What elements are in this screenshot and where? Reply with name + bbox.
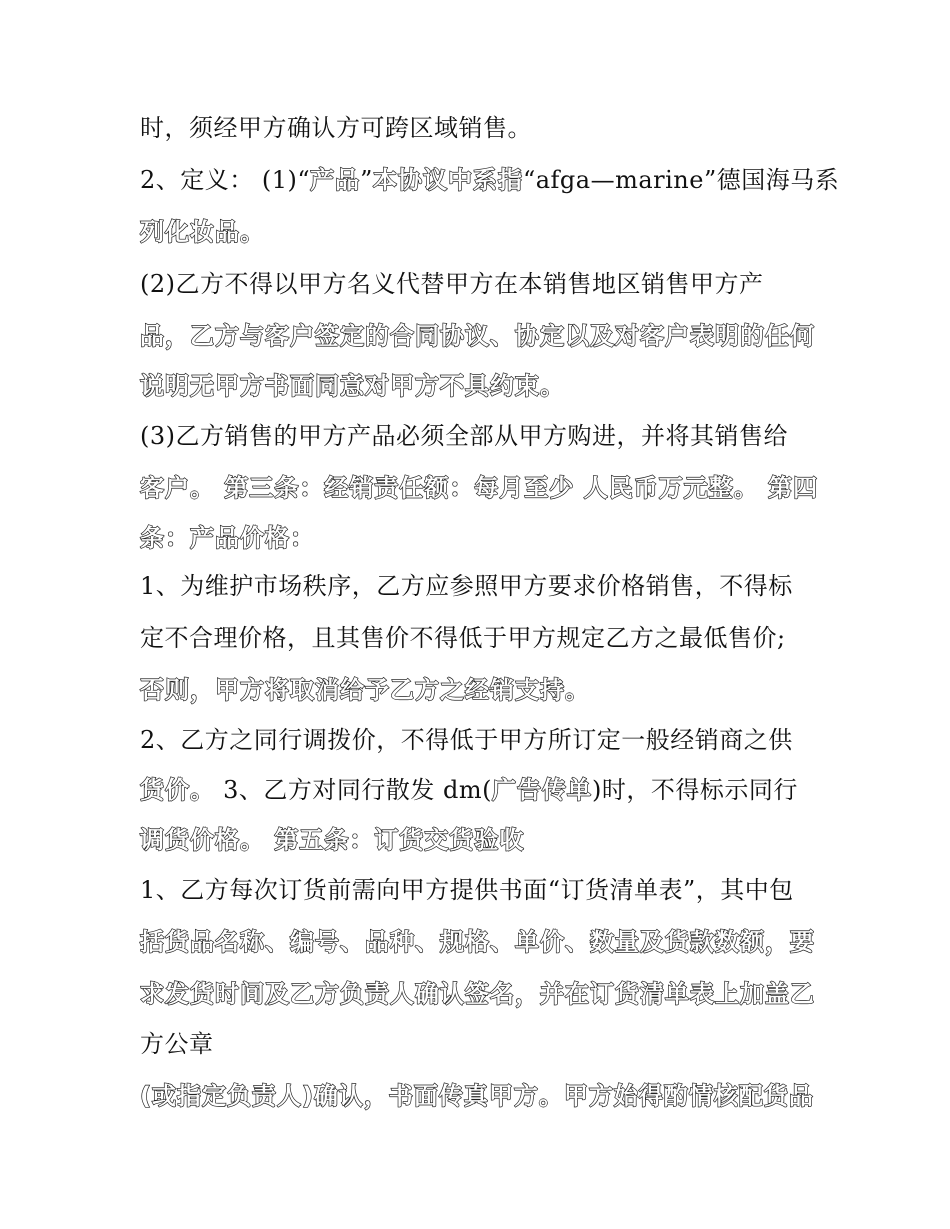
- outlined-text-segment: 产品: [310, 166, 361, 194]
- text-line: [140, 618, 786, 658]
- text-line: [140, 366, 565, 406]
- text-line: [140, 108, 532, 148]
- outlined-text-segment: 或指定负责人: [151, 1082, 302, 1110]
- text-line: [140, 316, 815, 356]
- text-segment: 3、乙方对同行散发 dm(: [215, 776, 493, 804]
- outlined-text-segment: 否则，甲方将取消给予乙方之经销支持。: [140, 676, 590, 704]
- text-segment: ”: [360, 166, 373, 194]
- outlined-text-segment: 括货品名称、编号、品种、规格、单价、数量及货款数额，要: [140, 928, 815, 956]
- text-line: [140, 820, 524, 860]
- text-segment: “afga—marine”德国海马系: [522, 166, 840, 194]
- outlined-text-segment: (: [140, 1082, 152, 1110]
- outlined-text-segment: 本协议中系指: [372, 166, 523, 194]
- outlined-text-segment: 列化妆品。: [140, 218, 265, 246]
- text-segment: 2、定义： (1)“: [140, 166, 311, 194]
- text-segment: 方公章: [140, 1030, 214, 1058]
- outlined-text-segment: 求发货时间及乙方负责人确认签名，并在订货清单表上加盖乙: [140, 980, 815, 1008]
- text-line: [140, 566, 793, 606]
- outlined-text-segment: 客户。 第三条：经销责任额：每月至少 人民币万元整。 第四: [140, 474, 819, 502]
- text-segment: 定不合理价格，且其售价不得低于甲方规定乙方之最低售价;: [140, 624, 786, 652]
- text-line: [140, 1076, 814, 1116]
- text-segment: 时，须经甲方确认方可跨区域销售。: [140, 114, 532, 142]
- text-line: [140, 870, 794, 910]
- text-segment: 2、乙方之同行调拨价，不得低于甲方所订定一般经销商之供: [140, 726, 793, 754]
- outlined-text-segment: 货价。: [140, 776, 215, 804]
- text-segment: 1、为维护市场秩序，乙方应参照甲方要求价格销售，不得标: [140, 572, 793, 600]
- outlined-text-segment: 品，乙方与客户签定的合同协议、协定以及对客户表明的任何: [140, 322, 815, 350]
- text-line: [140, 974, 815, 1014]
- outlined-text-segment: 说明无甲方书面同意对甲方不具约束。: [140, 372, 565, 400]
- text-segment: )时，不得标示同行: [592, 776, 798, 804]
- text-line: [140, 670, 590, 710]
- outlined-text-segment: 广告传单: [492, 776, 593, 804]
- text-line: [140, 922, 815, 962]
- outlined-text-segment: )确认，书面传真甲方。甲方始得酌情核配货品: [301, 1082, 814, 1110]
- text-line: [140, 770, 798, 810]
- text-line: [140, 720, 793, 760]
- text-line: [140, 1024, 214, 1064]
- text-line: [140, 160, 839, 200]
- outlined-text-segment: 条：产品价格：: [140, 524, 315, 552]
- outlined-text-segment: 调货价格。 第五条：订货交货验收: [140, 826, 525, 854]
- text-line: [140, 264, 764, 304]
- text-segment: 1、乙方每次订货前需向甲方提供书面“订货清单表”，其中包: [140, 876, 794, 904]
- text-segment: (3)乙方销售的甲方产品必须全部从甲方购进，并将其销售给: [140, 422, 788, 450]
- text-line: [140, 212, 265, 252]
- text-line: [140, 416, 788, 456]
- text-line: [140, 468, 818, 508]
- text-segment: (2)乙方不得以甲方名义代替甲方在本销售地区销售甲方产: [140, 270, 764, 298]
- text-line: [140, 518, 315, 558]
